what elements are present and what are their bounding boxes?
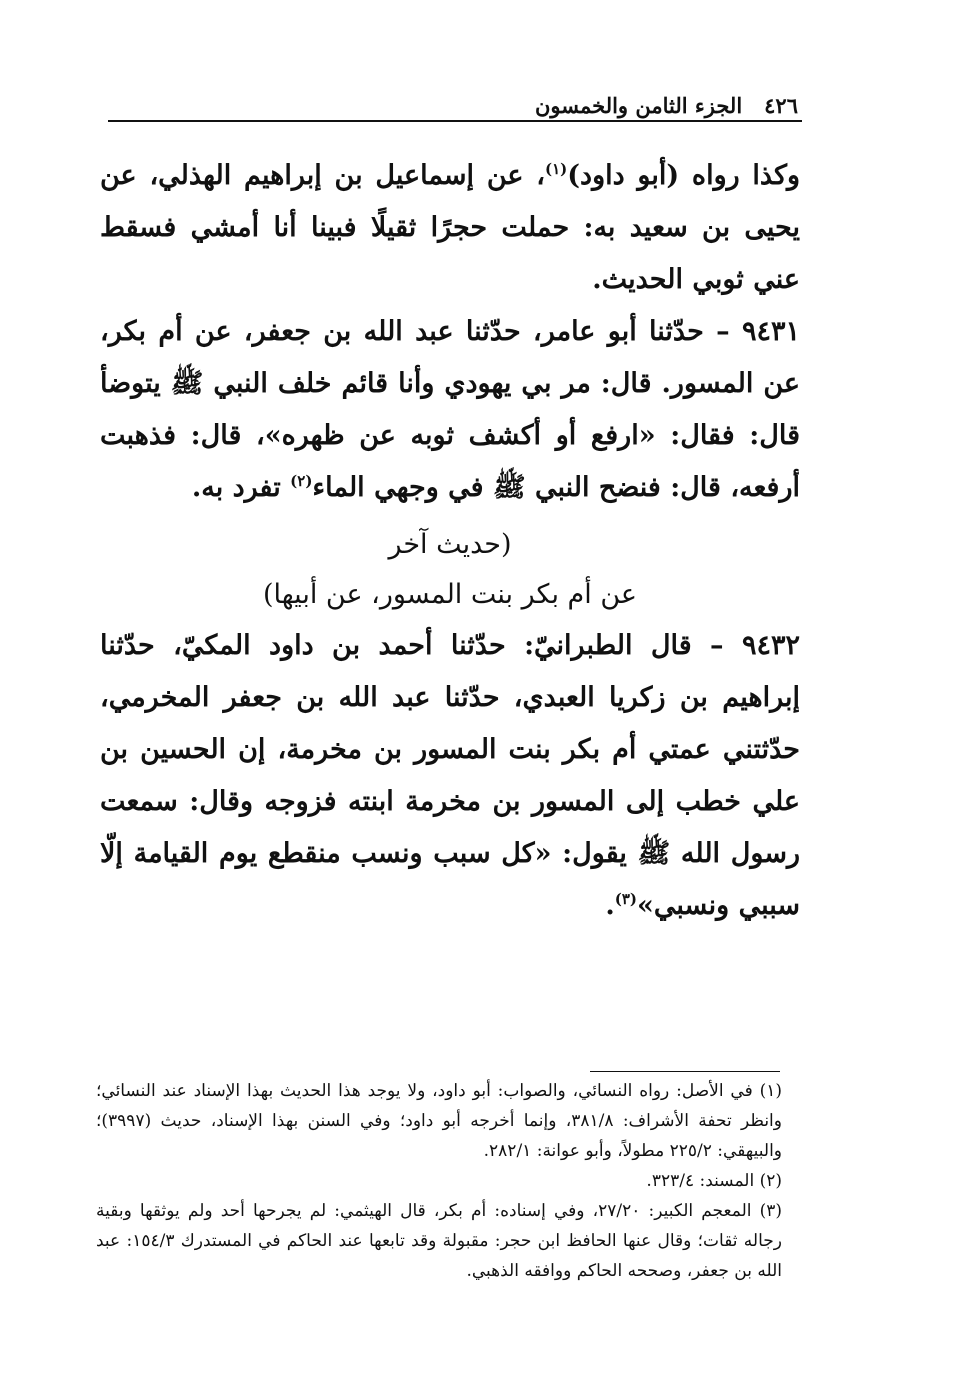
- page-header: [108, 84, 798, 118]
- section-heading-line-1: (حديث آخر: [388, 529, 512, 560]
- hadith-9432: [100, 620, 800, 932]
- section-heading-line-2: عن أم بكر بنت المسور، عن أبيها): [262, 579, 638, 610]
- hadith-text: – حدّثنا أبو عامر، حدّثنا عبد الله بن جعفر، عن أم بكر، عن المسور. قال: مر بي يهودي وأنا قائم خلف النبي ﷺ يتوضأ قال: فقال: «ارفع أو أكشف ثوبه عن ظهره»، قال: فذهبت أرفعه، قال: فنضح النبي ﷺ في وجهي الماء: [100, 316, 800, 503]
- footnote-3: (٣) المعجم الكبير: ٢٧/٢٠، وفي إسناده: أم بكر، قال الهيثمي: لم يجرحها أحد ولم يوثقها وبقية رجاله ثقات؛ وقال عنها الحافظ ابن حجر: مقبولة وقد تابعها عند الحاكم في المستدرك ١٥٤/٣: عبد الله بن جعفر، وصححه الحاكم ووافقه الذهبي.: [96, 1201, 782, 1281]
- page-number: ٤٢٦: [764, 93, 798, 118]
- section-heading: [100, 520, 800, 620]
- hadith-text-end: تفرد به.: [191, 472, 291, 503]
- header-rule: [108, 120, 802, 122]
- intro-text: وكذا رواه (أبو داود): [567, 160, 800, 191]
- hadith-9431: [100, 306, 800, 514]
- main-text: [100, 150, 800, 932]
- footnotes: [96, 1076, 782, 1286]
- running-title: الجزء الثامن والخمسون: [535, 93, 743, 118]
- paragraph-intro: [100, 150, 800, 306]
- footnote-2: (٢) المسند: ٣٢٣/٤.: [646, 1171, 782, 1191]
- footnote-rule: [590, 1071, 780, 1072]
- hadith-number: ٩٤٣١: [741, 316, 800, 347]
- hadith-text-end: .: [605, 890, 615, 921]
- footnote-1: (١) في الأصل: رواه النسائي، والصواب: أبو داود، ولا يوجد هذا الحديث بهذا الإسناد عند النسائي؛ وانظر تحفة الأشراف: ٣٨١/٨، وإنما أخرجه أبو داود؛ وفي السنن بهذا الإسناد، حديث (٣٩٩٧)؛ والبيهقي: ٢٢٥/٢ مطولاً، وأبو عوانة: ٢٨٢/١.: [96, 1081, 782, 1161]
- hadith-text: – قال الطبرانيّ: حدّثنا أحمد بن داود المكيّ، حدّثنا إبراهيم بن زكريا العبدي، حدّثنا عبد الله بن جعفر المخرمي، حدّثتني عمتي أم بكر بنت المسور بن مخرمة، إن الحسين بن علي خطب إلى المسور بن مخرمة ابنته فزوجه وقال: سمعت رسول الله ﷺ يقول: «كل سبب ونسب منقطع يوم القيامة إلّا سببي ونسبي»: [100, 630, 800, 921]
- footnote-ref-1: (١): [545, 160, 568, 178]
- intro-text-rest: ، عن إسماعيل بن إبراهيم الهذلي، عن يحيى بن سعيد به: حملت حجرًا ثقيلًا فبينا أنا أمشي فسقط عني ثوبي الحديث.: [100, 160, 800, 295]
- footnote-ref-3: (٣): [614, 890, 637, 908]
- footnote-ref-2: (٢): [290, 472, 313, 490]
- hadith-number: ٩٤٣٢: [741, 630, 800, 661]
